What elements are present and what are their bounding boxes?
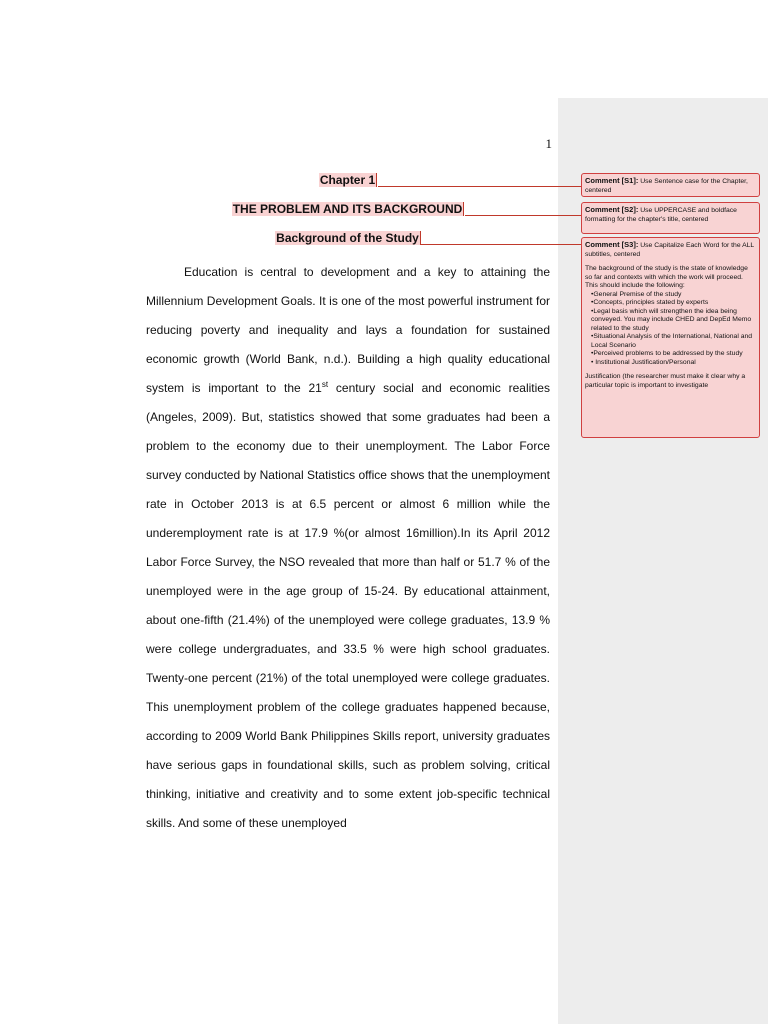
comment-text: Use Capitalize Each Word for the ALL subtitles, centered	[585, 242, 754, 258]
body-paragraph	[146, 258, 550, 838]
comment-list-item: •Concepts, principles stated by experts	[591, 299, 709, 306]
comment-connector-s1	[378, 186, 581, 187]
comment-balloon-s1[interactable]	[581, 173, 760, 197]
comment-list-item: •Legal basis which will strengthen the idea being conveyed. You may include CHED and DepEd Memo related to the study	[591, 307, 752, 332]
chapter-heading	[146, 173, 550, 187]
chapter-title	[146, 202, 550, 216]
comment-list-item: •General Premise of the study	[591, 290, 682, 298]
comment-connector-s2	[465, 215, 581, 216]
comment-label: Comment [S2]:	[585, 205, 639, 214]
comment-text: Use UPPERCASE and boldface formatting for the chapter's title, centered	[585, 207, 737, 223]
comment-list-item: •Perceived problems to be addressed by the study	[591, 350, 743, 357]
comment-list-item: • Institutional Justification/Personal	[591, 358, 696, 366]
body-text-part2: century social and economic realities (Angeles, 2009). But, statistics showed that some graduates had been a problem to the economy due to their unemployment. The Labor Force survey conducted by National Statistics office shows that the unemployment rate in October 2013 is at 6.5 percent or almost 6 million while the underemployment rate is at 17.9 %(or almost 16million).In its April 2012 Labor Force Survey, the NSO revealed that more than half or 51.7 % of the unemployed were in the age group of 15-24. By educational attainment, about one-fifth (21.4%) of the unemployed were college graduates, 13.9 % were college undergraduates, and 33.5 % were high school graduates. Twenty-one percent (21%) of the total unemployed were college graduates. This unemployment problem of the college graduates happened because, according to 2009 World Bank Philippines Skills report, university graduates have serious gaps in foundational skills, such as problem solving, critical thinking, initiative and creativity and to some extent job-specific technical skills. And some of these unemployed	[146, 381, 550, 830]
comment-balloon-s3[interactable]	[581, 237, 760, 438]
body-text-part1: Education is central to development and a key to attaining the Millennium Development Goals. It is one of the most powerful instrument for reducing poverty and inequality and lays a foundation for sustained economic growth (World Bank, n.d.). Building a high quality educational system is important to the 21	[146, 265, 550, 395]
comment-balloon-s2[interactable]	[581, 202, 760, 234]
ordinal-superscript: st	[321, 380, 329, 389]
comment-list-item: •Situational Analysis of the International, National and Local Scenario	[591, 333, 753, 349]
comment-text: Use Sentence case for the Chapter, centered	[585, 178, 748, 194]
comment-footer: Justification (the researcher must make it clear why a particular topic is important to investigate	[585, 373, 746, 389]
comment-label: Comment [S1]:	[585, 176, 639, 185]
chapter-heading-text[interactable]: Chapter 1	[319, 173, 376, 187]
chapter-title-text[interactable]: THE PROBLEM AND ITS BACKGROUND	[232, 202, 463, 216]
page-number: 1	[545, 136, 552, 151]
comment-connector-s3	[421, 244, 581, 245]
comment-header	[585, 241, 756, 259]
comment-label: Comment [S3]:	[585, 240, 639, 249]
section-subtitle-text[interactable]: Background of the Study	[276, 231, 419, 245]
section-subtitle	[146, 231, 550, 245]
comment-paragraph: The background of the study is the state of knowledge so far and contexts with which the work will proceed. This should include the following:	[585, 265, 748, 289]
